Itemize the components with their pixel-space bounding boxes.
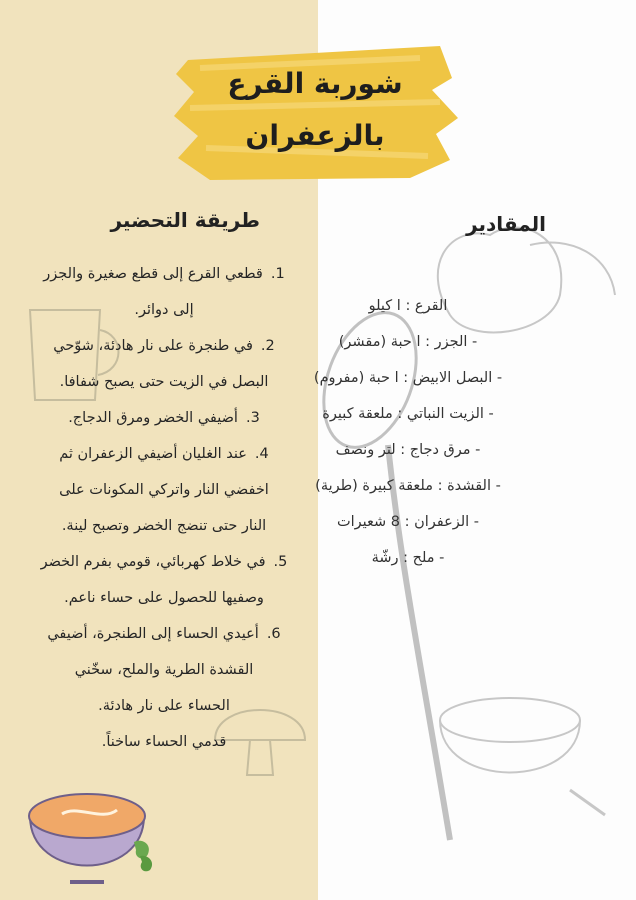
step-6-line-1: 6.أعيدي الحساء إلى الطنجرة، أضيفي [47,626,281,642]
ingredient-item: - الزيت النباتي : ملعقة كبيرة [322,406,494,422]
ingredient-item: - الجزر : ا حبة (مقشر) [338,334,478,350]
ingredients-list [278,288,538,576]
ingredient-item: - القشدة : ملعقة كبيرة (طرية) [315,478,501,494]
title-banner [170,38,460,188]
ingredient-item: - الزعفران : 8 شعيرات [336,514,480,530]
title-line-1: شوربة القرع [227,67,403,100]
ingredient-item: - البصل الابيض : ا حبة (مفروم) [313,370,503,386]
step-4-line-2: اخفضي النار واتركي المكونات على [59,482,269,498]
step-6-line-3: الحساء على نار هادئة. [98,698,230,714]
pot-sketch-icon [420,680,610,820]
step-6-line-4: قدمي الحساء ساخناً. [101,734,227,750]
step-4-line-3: النار حتى تنضج الخضر وتصبح لينة. [61,518,267,534]
title-line-2: بالزعفران [245,119,385,152]
page-title [170,58,460,162]
ingredients-heading: المقادير [466,212,546,236]
step-1-line-1: 1.قطعي القرع إلى قطع صغيرة والجزر [43,266,285,282]
soup-bowl-icon [22,782,162,892]
step-1-line-2: إلى دوائر. [134,302,194,318]
step-6-line-2: القشدة الطرية والملح، سخّني [74,662,254,678]
step-3-line-1: 3.أضيفي الخضر ومرق الدجاج. [68,410,260,426]
ingredient-item: القرع : ا كيلو [368,298,448,314]
steps-list [14,256,314,760]
step-5-line-2: وصفيها للحصول على حساء ناعم. [64,590,264,606]
steps-heading: طريقة التحضير [110,208,260,232]
step-4-line-1: 4.عند الغليان أضيفي الزعفران ثم [59,446,269,462]
ingredient-item: - ملح : رشّة [371,550,445,566]
step-5-line-1: 5.في خلاط كهربائي، قومي بفرم الخضر [40,554,288,570]
ingredient-item: - مرق دجاج : لتر ونصف [335,442,481,458]
step-2-line-2: البصل في الزيت حتى يصبح شفافا. [59,374,269,390]
step-2-line-1: 2.في طنجرة على نار هادئة، شوّحي [53,338,275,354]
